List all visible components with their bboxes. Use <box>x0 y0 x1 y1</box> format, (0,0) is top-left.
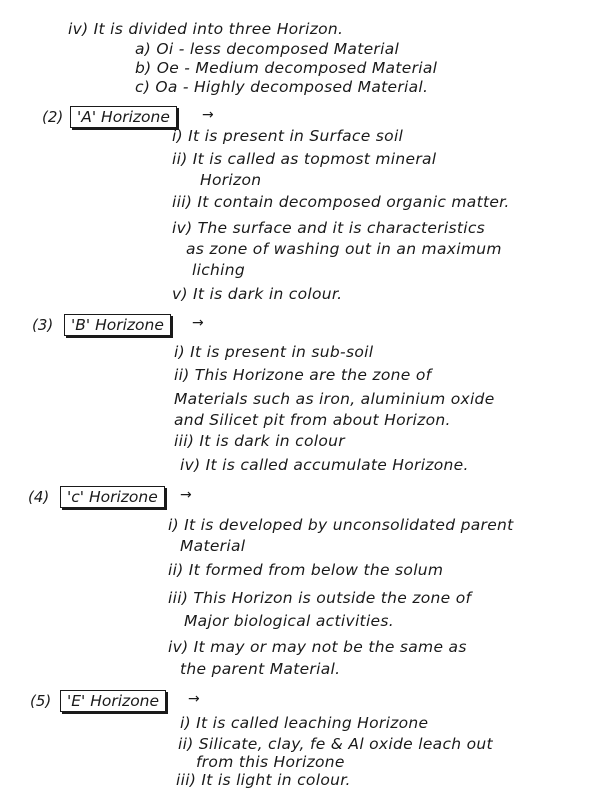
section-c-item: the parent Material. <box>180 660 341 678</box>
arrow-right-icon: → <box>180 487 192 503</box>
arrow-right-icon: → <box>188 691 200 707</box>
section-c-item: iv) It may or may not be the same as <box>168 638 467 656</box>
intro-sub-a: a) Oi - less decomposed Material <box>135 40 400 58</box>
section-c-item: ii) It formed from below the solum <box>168 561 444 579</box>
section-c-title-box: 'c' Horizone <box>60 486 165 508</box>
arrow-right-icon: → <box>192 315 204 331</box>
arrow-right-icon: → <box>202 107 214 123</box>
section-a-title-box: 'A' Horizone <box>70 106 177 128</box>
intro-item-iv: iv) It is divided into three Horizon. <box>68 20 344 38</box>
section-b-item: Materials such as iron, aluminium oxide <box>174 390 495 408</box>
section-e-item: from this Horizone <box>196 753 345 771</box>
section-c-heading <box>28 486 228 508</box>
section-c-item: iii) This Horizon is outside the zone of <box>168 589 472 607</box>
section-e-item: ii) Silicate, clay, fe & Al oxide leach out <box>178 735 493 753</box>
intro-sub-c: c) Oa - Highly decomposed Material. <box>135 78 429 96</box>
section-c-item: Major biological activities. <box>184 612 394 630</box>
section-b-heading <box>32 314 232 336</box>
section-a-item: v) It is dark in colour. <box>172 285 343 303</box>
section-c-number: (4) <box>28 488 50 506</box>
section-e-number: (5) <box>30 692 52 710</box>
section-e-heading <box>30 690 230 712</box>
section-a-item: ii) It is called as topmost mineral <box>172 150 437 168</box>
section-a-item: i) It is present in Surface soil <box>172 127 404 145</box>
section-b-item: i) It is present in sub-soil <box>174 343 374 361</box>
section-a-item: as zone of washing out in an maximum <box>186 240 502 258</box>
section-a-heading <box>42 106 242 128</box>
section-b-item: and Silicet pit from about Horizon. <box>174 411 451 429</box>
section-e-item: iii) It is light in colour. <box>176 771 351 789</box>
section-a-item: iii) It contain decomposed organic matter. <box>172 193 510 211</box>
section-c-item: Material <box>180 537 246 555</box>
section-a-item: iv) The surface and it is characteristics <box>172 219 486 237</box>
section-b-number: (3) <box>32 316 54 334</box>
section-c-item: i) It is developed by unconsolidated parent <box>168 516 514 534</box>
section-e-title-box: 'E' Horizone <box>60 690 166 712</box>
section-b-item: iv) It is called accumulate Horizone. <box>180 456 469 474</box>
section-b-title-box: 'B' Horizone <box>64 314 171 336</box>
section-a-item: liching <box>192 261 246 279</box>
intro-sub-b: b) Oe - Medium decomposed Material <box>135 59 438 77</box>
section-a-item: Horizon <box>200 171 262 189</box>
section-b-item: ii) This Horizone are the zone of <box>174 366 432 384</box>
section-b-item: iii) It is dark in colour <box>174 432 345 450</box>
section-a-number: (2) <box>42 108 64 126</box>
section-e-item: i) It is called leaching Horizone <box>180 714 429 732</box>
